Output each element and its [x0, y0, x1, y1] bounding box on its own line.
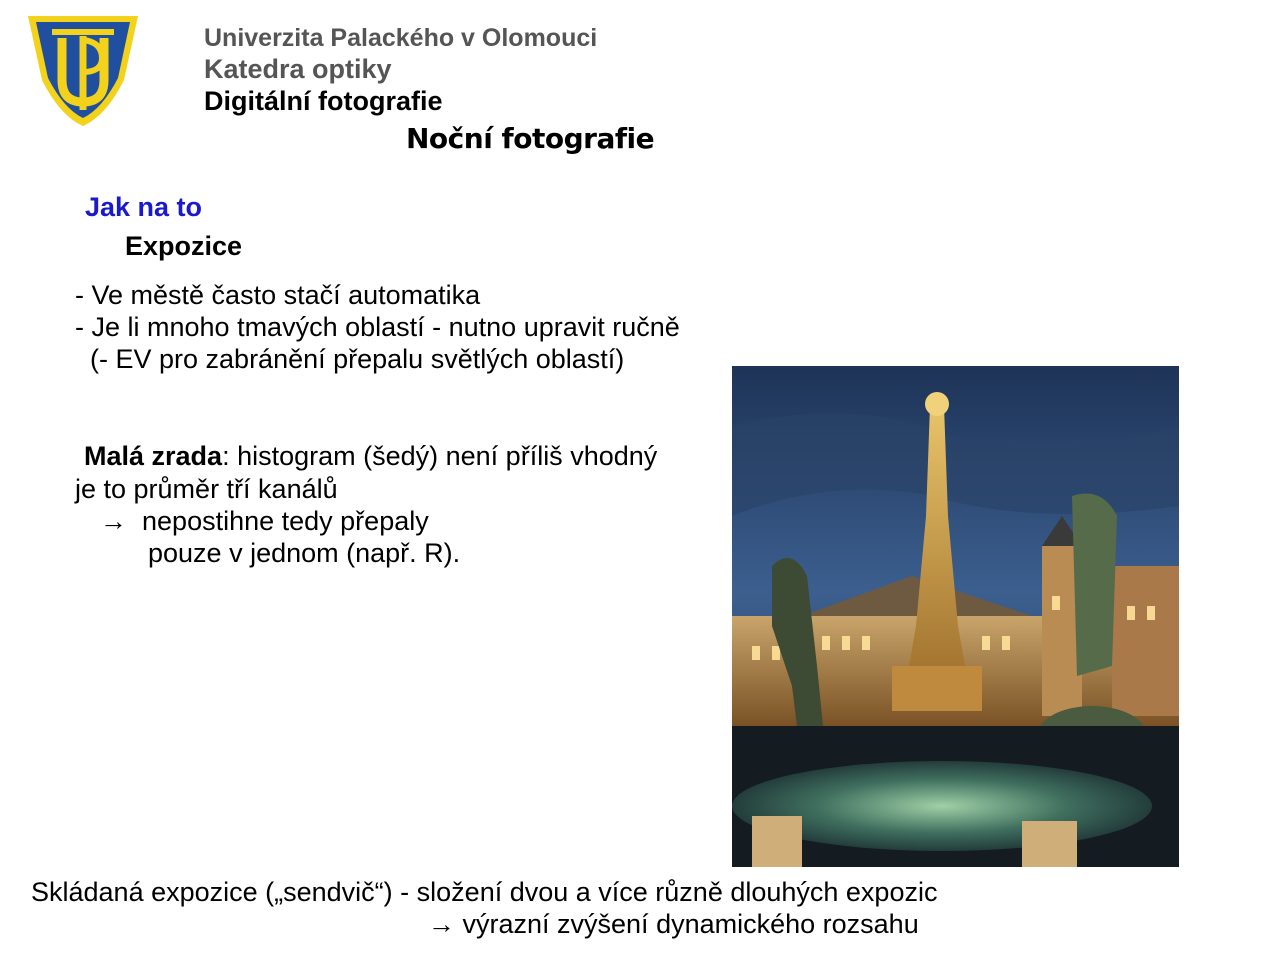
department-name: Katedra optiky [204, 54, 392, 84]
note-line-3 [100, 506, 429, 537]
note-line-2: je to průměr tří kanálů [75, 474, 338, 504]
university-name: Univerzita Palackého v Olomouci [204, 24, 598, 52]
slide-title: Noční fotografie [406, 122, 655, 155]
note-rest: : histogram (šedý) není příliš vhodný [222, 441, 658, 471]
exposure-point: (- EV pro zabránění přepalu světlých oblastí) [75, 344, 625, 374]
course-name: Digitální fotografie [204, 86, 443, 116]
night-square-photo [732, 366, 1179, 867]
section-subheading: Expozice [125, 231, 243, 261]
note-bold-term: Malá zrada [84, 441, 223, 471]
footer-line-2: → výrazní zvýšení dynamického rozsahu [428, 909, 919, 939]
arrow-right-icon: → [100, 506, 127, 536]
exposure-point: - Je li mnoho tmavých oblastí - nutno upravit ručně [75, 312, 680, 342]
footer-line-1: Skládaná expozice („sendvič“) - složení dvou a více různě dlouhých expozic [31, 877, 938, 907]
note-line-4: pouze v jednom (např. R). [148, 538, 461, 568]
section-heading: Jak na to [85, 192, 203, 222]
exposure-point: - Ve městě často stačí automatika [75, 280, 481, 310]
note-line-3-text: nepostihne tedy přepaly [142, 506, 429, 536]
note-line-1 [84, 441, 657, 472]
up-shield-logo-icon [24, 10, 142, 128]
